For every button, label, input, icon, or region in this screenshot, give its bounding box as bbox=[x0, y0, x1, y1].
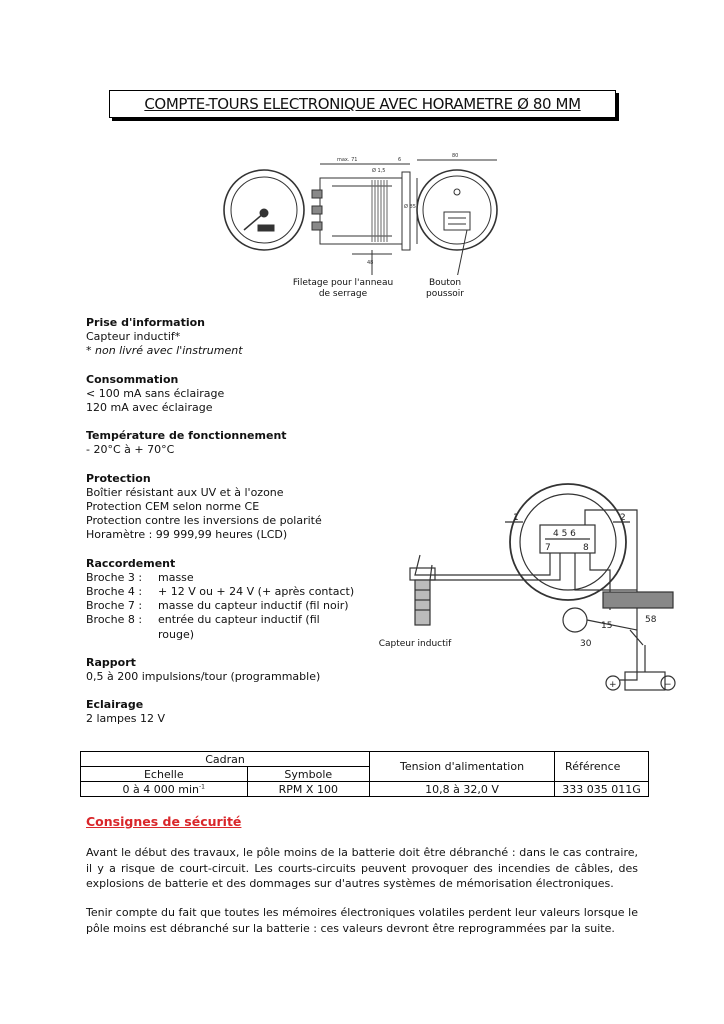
battery bbox=[625, 672, 665, 690]
gauge-connector-circle bbox=[510, 484, 626, 600]
protection-heading: Protection bbox=[86, 471, 151, 485]
rapport-line1: 0,5 à 200 impulsions/tour (programmable) bbox=[86, 670, 321, 684]
label-plus: + bbox=[609, 680, 617, 690]
echelle-cell bbox=[81, 782, 248, 797]
broche-3-row bbox=[86, 571, 386, 585]
label-pin2: 2 bbox=[620, 513, 626, 523]
symbole-cell: RPM X 100 bbox=[247, 782, 369, 797]
dim-depth: max. 71 bbox=[337, 157, 358, 163]
dim-width: 80 bbox=[452, 153, 459, 159]
temp-line1: - 20°C à + 70°C bbox=[86, 443, 175, 457]
dim-dia: Ø 85 bbox=[404, 204, 416, 210]
safety-title: Consignes de sécurité bbox=[86, 814, 242, 829]
broche-8-key: Broche 8 : bbox=[86, 613, 143, 627]
spec-eclairage bbox=[86, 698, 386, 726]
caption-button bbox=[416, 278, 474, 300]
title-box bbox=[109, 90, 616, 118]
echelle-value: 0 à 4 000 min bbox=[122, 782, 200, 796]
label-pins: 4 5 6 bbox=[553, 529, 576, 539]
broche-4-row bbox=[86, 585, 386, 599]
eclairage-line1: 2 lampes 12 V bbox=[86, 712, 166, 726]
caption-sensor: Capteur inductif bbox=[378, 639, 452, 649]
gauge-back-outline bbox=[417, 170, 497, 250]
spec-prise bbox=[86, 316, 386, 359]
conso-heading: Consommation bbox=[86, 372, 179, 386]
dim-len: 48 bbox=[367, 260, 374, 266]
broche-4-key: Broche 4 : bbox=[86, 585, 143, 599]
label-minus: − bbox=[664, 680, 672, 690]
prise-note: * non livré avec l'instrument bbox=[86, 344, 243, 358]
echelle-sup: -1 bbox=[199, 782, 205, 790]
dim-six: 6 bbox=[398, 157, 402, 163]
conso-line2: 120 mA avec éclairage bbox=[86, 401, 213, 415]
eclairage-heading: Eclairage bbox=[86, 698, 144, 712]
wiring-diagram bbox=[375, 480, 685, 710]
caption-thread-line1: Filetage pour l'anneau bbox=[292, 278, 394, 288]
spec-raccordement bbox=[86, 557, 386, 642]
caption-thread-line2: de serrage bbox=[318, 289, 368, 299]
caption-button-line2: poussoir bbox=[425, 289, 464, 299]
prise-heading: Prise d'information bbox=[86, 316, 206, 329]
broche-7-row bbox=[86, 599, 386, 613]
label-30: 30 bbox=[580, 639, 592, 649]
temp-heading: Température de fonctionnement bbox=[86, 429, 287, 443]
caption-thread bbox=[290, 278, 396, 300]
dim-thread: Ø 1,5 bbox=[372, 168, 386, 174]
table-row bbox=[81, 782, 649, 797]
broche-8-row bbox=[86, 613, 386, 641]
label-pin7: 7 bbox=[545, 543, 551, 553]
safety-paragraph-2: Tenir compte du fait que toutes les mémoires électroniques volatiles perdent leur valeurs lorsque le pôle moins est débranché sur la batterie : ces valeurs devront être reprogrammées par la suite. bbox=[86, 906, 638, 935]
spec-temp bbox=[86, 429, 386, 457]
broche-3-value: masse bbox=[158, 570, 194, 584]
caption-button-line1: Bouton bbox=[428, 278, 462, 288]
rapport-heading: Rapport bbox=[86, 655, 136, 669]
ignition-switch bbox=[563, 608, 587, 632]
symbole-header: Symbole bbox=[247, 767, 369, 782]
raccordement-heading: Raccordement bbox=[86, 556, 176, 570]
specifications bbox=[86, 316, 386, 741]
reference-cell: 333 035 011G bbox=[555, 782, 649, 797]
broche-7-value: masse du capteur inductif (fil noir) bbox=[158, 599, 349, 613]
table-row bbox=[81, 752, 649, 767]
label-58: 58 bbox=[645, 615, 657, 625]
broche-4-value: + 12 V ou + 24 V (+ après contact) bbox=[158, 585, 355, 599]
echelle-header: Echelle bbox=[81, 767, 248, 782]
reference-table bbox=[80, 751, 649, 797]
technical-drawing bbox=[222, 150, 512, 275]
spec-rapport bbox=[86, 656, 386, 684]
tension-cell: 10,8 à 32,0 V bbox=[370, 782, 555, 797]
spec-protection bbox=[86, 472, 386, 543]
label-pin8: 8 bbox=[583, 543, 589, 553]
protection-line3: Protection contre les inversions de polarité bbox=[86, 514, 322, 528]
tension-header: Tension d'alimentation bbox=[370, 752, 555, 782]
spec-conso bbox=[86, 373, 386, 416]
protection-line1: Boîtier résistant aux UV et à l'ozone bbox=[86, 485, 284, 499]
broche-7-key: Broche 7 : bbox=[86, 599, 143, 613]
label-15: 15 bbox=[601, 621, 613, 631]
conso-line1: < 100 mA sans éclairage bbox=[86, 386, 225, 400]
label-pin1: 1 bbox=[513, 513, 519, 523]
relay-block bbox=[603, 592, 673, 608]
cadran-header: Cadran bbox=[81, 752, 370, 767]
protection-line2: Protection CEM selon norme CE bbox=[86, 500, 260, 514]
page-title: COMPTE-TOURS ELECTRONIQUE AVEC HORAMETRE Ø 80 MM bbox=[144, 95, 581, 113]
prise-line: Capteur inductif* bbox=[86, 330, 181, 344]
reference-header: Référence bbox=[555, 752, 649, 782]
broche-3-key: Broche 3 : bbox=[86, 570, 143, 584]
broche-8-value: entrée du capteur inductif (fil rouge) bbox=[158, 613, 320, 641]
protection-line4: Horamètre : 99 999,99 heures (LCD) bbox=[86, 528, 288, 542]
gauge-side-body bbox=[320, 178, 402, 244]
sensor-thread bbox=[415, 580, 430, 625]
safety-paragraph-1: Avant le début des travaux, le pôle moins de la batterie doit être débranché : dans le cas contraire, il y a risque de court-circuit. Les courts-circuits peuvent provoquer des incendies de câbles, des explosions de batterie et des dommages sur d'autres systèmes de mémorisation électroniques. bbox=[86, 846, 638, 890]
